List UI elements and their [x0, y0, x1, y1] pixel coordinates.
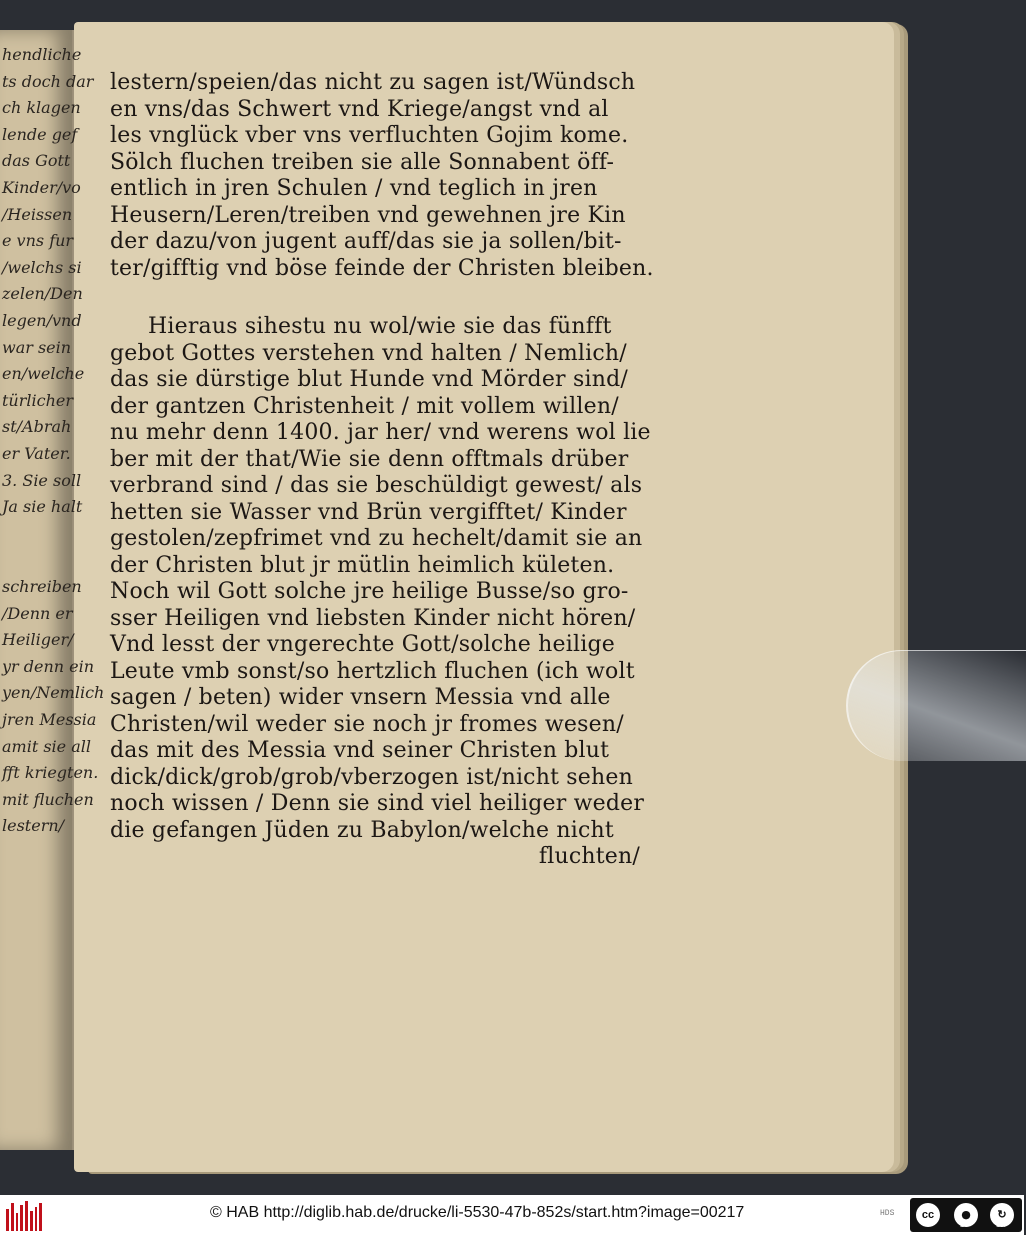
left-page-line: /Heissen [2, 204, 73, 224]
text-line: das sie dürstige blut Hunde vnd Mörder sind/ [110, 367, 628, 392]
share-alike-icon: ↻ [990, 1203, 1014, 1227]
text-line: noch wissen / Denn sie sind viel heiliger weder [110, 791, 645, 816]
hab-logo-icon [6, 1199, 42, 1231]
text-line: der Christen blut jr mütlin heimlich kületen. [110, 552, 615, 578]
left-page-line: yr denn ein [2, 656, 95, 676]
left-page-line: Kinder/vo [2, 178, 81, 197]
text-line: dick/dick/grob/grob/vberzogen ist/nicht sehen [110, 764, 633, 790]
footer-bar [0, 1195, 1024, 1235]
left-page-line: /Denn er [2, 603, 73, 623]
left-page-line: e vns fur [2, 231, 74, 251]
text-line: ter/gifftig vnd böse feinde der Christen bleiben. [110, 255, 654, 281]
footer-credit-link[interactable]: © HAB http://diglib.hab.de/drucke/li-5530-47b-852s/start.htm?image=00217 [210, 1204, 745, 1221]
left-page-line: mit fluchen [2, 789, 94, 809]
left-page-line: 3. Sie soll [2, 470, 82, 490]
left-page-line: legen/vnd [2, 311, 82, 330]
text-line: ber mit der that/Wie sie denn offtmals drüber [110, 446, 629, 472]
text-line: der dazu/von jugent auff/das sie ja sollen/bit- [110, 229, 622, 254]
left-page-line: das Gott [2, 151, 71, 171]
left-page-line: Heiliger/ [2, 630, 74, 650]
left-page-line: lestern/ [2, 816, 65, 836]
text-line: Noch wil Gott solche jre heilige Busse/so gro- [110, 579, 629, 604]
left-page-line: fft kriegten. [2, 763, 99, 783]
left-page-line: ch klagen [2, 98, 81, 118]
left-page-line: st/Abrah [2, 417, 72, 437]
left-page-line: türlicher [2, 390, 73, 410]
paragraph-1 [110, 70, 654, 282]
by-label: BY [960, 1222, 970, 1229]
text-line: les vnglück vber vns verfluchten Gojim kome. [110, 123, 629, 148]
text-line: Christen/wil weder sie noch jr fromes wesen/ [110, 711, 624, 737]
left-page-line: Ja sie halt [2, 497, 83, 517]
attribution-icon: ● [954, 1203, 978, 1227]
scan-code: HDS [880, 1209, 895, 1218]
text-line: lestern/speien/das nicht zu sagen ist/Wündsch [110, 70, 636, 95]
left-page [0, 30, 105, 1150]
text-line: das mit des Messia vnd seiner Christen blut [110, 738, 610, 763]
left-page-line: zelen/Den [2, 284, 83, 304]
left-page-line: er Vater. [2, 444, 71, 463]
text-line: verbrand sind / das sie beschüldigt gewest/ als [110, 473, 643, 498]
left-page-line: yen/Nemlich [2, 683, 105, 703]
left-page-line: en/welche [2, 364, 85, 384]
text-line: sagen / beten) wider vnsern Messia vnd alle [110, 685, 611, 710]
text-line: der gantzen Christenheit / mit vollem willen/ [110, 393, 619, 419]
text-line: hetten sie Wasser vnd Brün vergifftet/ Kinder [110, 499, 627, 525]
left-page-line: jren Messia [2, 710, 97, 729]
text-line: Leute vmb sonst/so hertzlich fluchen (ich wolt [110, 658, 635, 684]
text-line: en vns/das Schwert vnd Kriege/angst vnd al [110, 96, 609, 122]
cc-license-badge[interactable] [910, 1198, 1022, 1232]
cc-icon: cc [916, 1203, 940, 1227]
left-page-line: schreiben [2, 577, 82, 596]
sa-label: SA [996, 1222, 1006, 1229]
left-page-line: ts doch dar [2, 71, 94, 91]
text-line: sser Heiligen vnd liebsten Kinder nicht hören/ [110, 605, 636, 631]
left-page-line: lende gef [2, 124, 78, 144]
left-page-line: /welchs si [2, 257, 82, 277]
left-page-line: hendliche [2, 45, 82, 64]
text-line: Hieraus sihestu nu wol/wie sie das fünfft [148, 314, 612, 339]
text-line: gestolen/zepfrimet vnd zu hechelt/damit sie an [110, 526, 643, 551]
catchword: fluchten/ [538, 844, 640, 869]
text-line: gebot Gottes verstehen vnd halten / Nemlich/ [110, 340, 627, 366]
text-line: die gefangen Jüden zu Babylon/welche nicht [110, 817, 614, 843]
text-line: nu mehr denn 1400. jar her/ vnd werens wol lie [110, 420, 651, 445]
left-page-line: war sein [2, 337, 72, 357]
text-line: Sölch fluchen treiben sie alle Sonnabent öff- [110, 149, 615, 175]
left-page-line: amit sie all [2, 736, 91, 756]
page-holder-clip [846, 650, 1026, 761]
text-line: entlich in jren Schulen / vnd teglich in jren [110, 176, 598, 201]
paragraph-2 [110, 314, 651, 871]
text-line: Heusern/Leren/treiben vnd gewehnen jre Kin [110, 202, 626, 228]
text-line: Vnd lesst der vngerechte Gott/solche heilige [110, 632, 615, 657]
